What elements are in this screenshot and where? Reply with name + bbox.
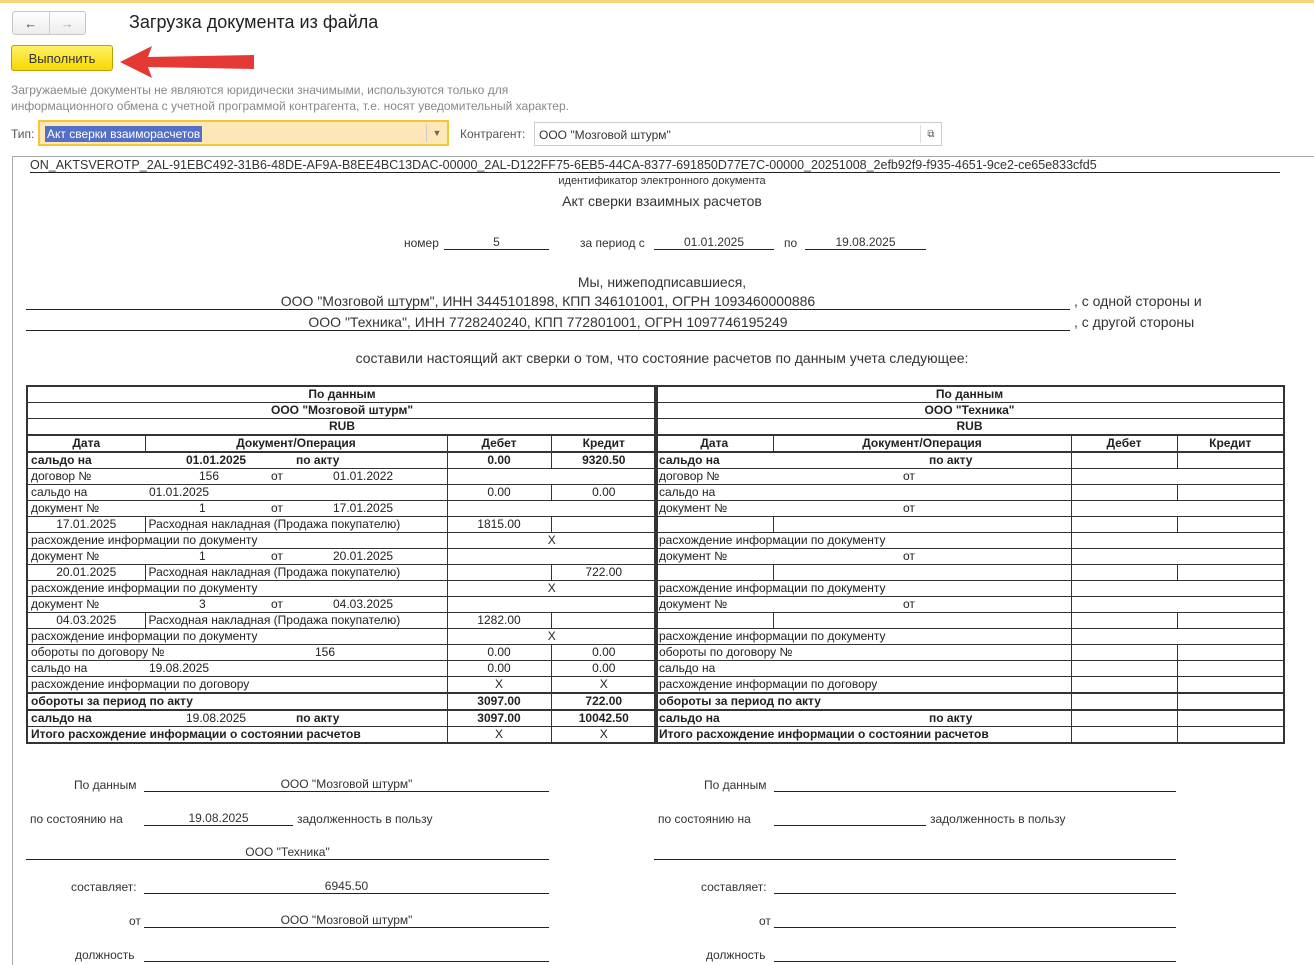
row-from: от: [903, 501, 915, 515]
statement-text: составили настоящий акт сверки о том, что состояние расчетов по данным учета следующее:: [355, 350, 969, 366]
row-credit: 0.00: [551, 485, 657, 501]
table-row: [655, 517, 1284, 533]
row-credit: [551, 517, 657, 533]
row-by-act: по акту: [929, 711, 973, 725]
left-col-date: Дата: [27, 435, 145, 452]
period-from-label: за период с: [580, 236, 645, 250]
table-row: [27, 501, 657, 517]
diff-label: расхождение информации по документу: [655, 581, 1071, 597]
table-row: [655, 549, 1284, 565]
table-row: [655, 469, 1284, 485]
footer-left-as-of-label: по состоянию на: [30, 812, 123, 826]
party1-line: ООО "Мозговой штурм", ИНН 3445101898, КПП 346101001, ОГРН 1093460000886: [26, 293, 1070, 310]
period-to-value: 19.08.2025: [805, 235, 926, 250]
diff-label: расхождение информации по документу: [655, 629, 1071, 645]
op-date: 20.01.2025: [27, 565, 145, 581]
footer-left-from-value: ООО "Мозговой штурм": [144, 913, 549, 928]
row-label: документ №: [31, 597, 100, 611]
left-currency: RUB: [27, 419, 657, 436]
counterparty-value: ООО "Мозговой штурм": [539, 128, 671, 142]
window-title: Загрузка документа из файла: [129, 12, 379, 32]
window-top-border: [0, 0, 1314, 3]
row-label: сальдо на: [659, 711, 720, 725]
row-credit: 10042.50: [551, 710, 657, 727]
row-debit: 3097.00: [447, 710, 551, 727]
row-debit: 3097.00: [447, 693, 551, 710]
document-id: ON_AKTSVEROTP_2AL-91EBC492-31B6-48DE-AF9A-B8EE4BC13DAC-00000_2AL-D122FF75-6EB5-44CA-8377-691850D77E7C-00000_20251008_2efb92f9-f935-4651-9ce2-ce65e833cfd5: [30, 158, 1280, 173]
row-debit: 1815.00: [447, 517, 551, 533]
row-debit: 0.00: [447, 661, 551, 677]
table-row: [655, 661, 1284, 677]
table-row: [27, 661, 657, 677]
table-row: [27, 452, 657, 469]
op-date: 04.03.2025: [27, 613, 145, 629]
left-col-credit: Кредит: [551, 435, 657, 452]
row-label: договор №: [659, 469, 720, 483]
row-credit: 722.00: [551, 693, 657, 710]
row-by-act: по акту: [296, 453, 340, 467]
right-col-date: Дата: [655, 435, 773, 452]
table-row: [27, 581, 657, 597]
row-credit: X: [551, 727, 657, 744]
row-num: 156: [315, 645, 336, 659]
arrow-left-icon: ←: [24, 15, 38, 31]
navigation-buttons: [12, 11, 86, 35]
right-by-data: По данным: [655, 386, 1284, 403]
row-from: от: [903, 549, 915, 563]
table-row: [27, 727, 657, 744]
hint-line-2: информационного обмена с учетной программой контрагента, т.е. носят уведомительный характер.: [11, 99, 569, 113]
left-col-debit: Дебет: [447, 435, 551, 452]
party1-suffix: , с одной стороны и: [1074, 293, 1202, 309]
counterparty-field[interactable]: [534, 122, 942, 146]
footer-right-amount-label: составляет:: [701, 880, 767, 894]
table-row: [655, 485, 1284, 501]
period-to-label: по: [784, 236, 798, 250]
table-row: [655, 693, 1284, 710]
row-credit: [551, 613, 657, 629]
row-debit: 0.00: [447, 452, 551, 469]
row-credit: X: [551, 677, 657, 694]
footer-left-by-data-value: ООО "Мозговой штурм": [144, 777, 549, 792]
diff-mark: X: [447, 629, 657, 645]
table-row: [27, 533, 657, 549]
party2-line: ООО "Техника", ИНН 7728240240, КПП 772801001, ОГРН 1097746195249: [26, 314, 1070, 331]
row-date: 01.01.2022: [333, 469, 394, 483]
row-label: Итого расхождение информации о состоянии расчетов: [27, 727, 447, 744]
left-reconciliation-table: [26, 385, 658, 744]
row-from: от: [903, 597, 915, 611]
table-row: [27, 517, 657, 533]
op-date: 17.01.2025: [27, 517, 145, 533]
row-num: 1: [199, 549, 206, 563]
diff-label: расхождение информации по документу: [27, 533, 447, 549]
row-date: 01.01.2025: [186, 453, 247, 467]
row-date: 20.01.2025: [333, 549, 394, 563]
arrow-right-icon: →: [60, 15, 74, 31]
footer-left-amount-label: составляет:: [71, 880, 137, 894]
row-label: сальдо на: [655, 661, 1071, 677]
row-by-act: по акту: [929, 453, 973, 467]
row-date: 04.03.2025: [333, 597, 394, 611]
row-credit: 722.00: [551, 565, 657, 581]
row-label: расхождение информации по договору: [27, 677, 447, 694]
counterparty-label: Контрагент:: [460, 127, 526, 141]
row-label: документ №: [659, 501, 728, 515]
type-select-value: Акт сверки взаиморасчетов: [47, 127, 201, 141]
row-date: 19.08.2025: [186, 711, 247, 725]
row-from: от: [271, 469, 283, 483]
footer-right-debt-party: [654, 845, 1176, 860]
row-label: обороты за период по акту: [27, 693, 447, 710]
table-row: [27, 565, 657, 581]
table-row: [655, 565, 1284, 581]
type-select[interactable]: [38, 120, 449, 146]
row-label: сальдо на: [655, 485, 1071, 501]
table-row: [655, 629, 1284, 645]
row-debit: X: [447, 727, 551, 744]
run-button[interactable]: Выполнить: [11, 45, 113, 71]
row-label: документ №: [31, 501, 100, 515]
row-date: 17.01.2025: [333, 501, 394, 515]
left-org: ООО "Мозговой штурм": [27, 403, 657, 419]
op-name: Расходная накладная (Продажа покупателю): [145, 517, 447, 533]
row-credit: 9320.50: [551, 452, 657, 469]
row-label: договор №: [31, 469, 92, 483]
table-row: [27, 710, 657, 727]
number-label: номер: [404, 236, 439, 250]
footer-left-debt-label: задолженность в пользу: [297, 812, 433, 826]
open-form-icon[interactable]: ⧉: [920, 125, 941, 143]
row-label: обороты по договору №: [655, 645, 1071, 661]
party2-suffix: , с другой стороны: [1074, 314, 1195, 330]
table-row: [655, 597, 1284, 613]
table-row: [655, 677, 1284, 694]
row-debit: X: [447, 677, 551, 694]
left-col-doc: Документ/Операция: [145, 435, 447, 452]
document-heading: Акт сверки взаимных расчетов: [562, 193, 762, 209]
row-date: 01.01.2025: [149, 485, 210, 499]
footer-right-position-label: должность: [706, 948, 766, 962]
right-col-debit: Дебет: [1071, 435, 1177, 452]
footer-right-debt-label: задолженность в пользу: [930, 812, 1066, 826]
table-row: [27, 613, 657, 629]
footer-left-position-label: должность: [75, 948, 135, 962]
right-col-doc: Документ/Операция: [773, 435, 1071, 452]
row-credit: 0.00: [551, 645, 657, 661]
table-row: [655, 452, 1284, 469]
row-date: 19.08.2025: [149, 661, 210, 675]
row-debit: 0.00: [447, 485, 551, 501]
row-from: от: [271, 501, 283, 515]
footer-right-as-of-value: [774, 811, 926, 826]
op-name: Расходная накладная (Продажа покупателю): [145, 565, 447, 581]
table-row: [655, 645, 1284, 661]
we-signed-text: Мы, нижеподписавшиеся,: [577, 274, 747, 290]
diff-label: расхождение информации по документу: [655, 533, 1071, 549]
row-by-act: по акту: [296, 711, 340, 725]
row-label: обороты за период по акту: [655, 693, 1071, 710]
row-label: сальдо на: [31, 711, 92, 725]
red-arrow-annotation-icon: [118, 44, 258, 80]
right-org: ООО "Техника": [655, 403, 1284, 419]
table-row: [655, 581, 1284, 597]
row-num: 156: [199, 469, 220, 483]
footer-left-debt-party: ООО "Техника": [26, 845, 549, 860]
document-id-caption: идентификатор электронного документа: [558, 175, 766, 187]
row-label: Итого расхождение информации о состоянии расчетов: [655, 727, 1071, 744]
table-row: [27, 549, 657, 565]
table-row: [27, 677, 657, 694]
footer-right-position-value: [774, 947, 1176, 962]
table-row: [655, 533, 1284, 549]
diff-mark: X: [447, 533, 657, 549]
footer-right-by-data-value: [774, 777, 1176, 792]
row-label: расхождение информации по договору: [655, 677, 1071, 694]
table-row: [27, 485, 657, 501]
table-row: [27, 645, 657, 661]
op-name: Расходная накладная (Продажа покупателю): [145, 613, 447, 629]
table-row: [27, 469, 657, 485]
diff-label: расхождение информации по документу: [27, 629, 447, 645]
footer-left-by-data-label: По данным: [74, 778, 137, 792]
table-row: [27, 693, 657, 710]
footer-right-amount-value: [774, 879, 1176, 894]
right-col-credit: Кредит: [1177, 435, 1284, 452]
type-label: Тип:: [11, 127, 35, 141]
footer-right-from-value: [774, 913, 1176, 928]
number-value: 5: [444, 235, 549, 250]
row-debit: 0.00: [447, 645, 551, 661]
row-from: от: [271, 597, 283, 611]
chevron-down-icon[interactable]: ▼: [426, 124, 447, 142]
row-label: сальдо на: [31, 453, 92, 467]
row-from: от: [903, 469, 915, 483]
table-row: [655, 727, 1284, 744]
diff-mark: X: [447, 581, 657, 597]
footer-right-from-label: от: [759, 914, 771, 928]
row-debit: [447, 565, 551, 581]
forward-button[interactable]: [49, 12, 86, 34]
hint-text: [11, 82, 569, 114]
footer-left-from-label: от: [129, 914, 141, 928]
table-row: [655, 710, 1284, 727]
row-num: 3: [199, 597, 206, 611]
table-row: [27, 597, 657, 613]
table-row: [27, 629, 657, 645]
row-label: сальдо на: [31, 661, 88, 675]
row-debit: 1282.00: [447, 613, 551, 629]
footer-left-position-value: [144, 947, 549, 962]
row-label: документ №: [659, 597, 728, 611]
row-from: от: [271, 549, 283, 563]
row-label: документ №: [659, 549, 728, 563]
right-currency: RUB: [655, 419, 1284, 436]
row-label: документ №: [31, 549, 100, 563]
footer-right-by-data-label: По данным: [704, 778, 767, 792]
right-reconciliation-table: [654, 385, 1285, 744]
row-label: сальдо на: [659, 453, 720, 467]
row-label: сальдо на: [31, 485, 88, 499]
footer-left-amount-value: 6945.50: [144, 879, 549, 894]
row-credit: 0.00: [551, 661, 657, 677]
footer-right-as-of-label: по состоянию на: [658, 812, 751, 826]
row-num: 1: [199, 501, 206, 515]
table-row: [655, 501, 1284, 517]
footer-left-as-of-value: 19.08.2025: [144, 811, 293, 826]
diff-label: расхождение информации по документу: [27, 581, 447, 597]
back-button[interactable]: [13, 12, 49, 34]
table-row: [655, 613, 1284, 629]
hint-line-1: Загружаемые документы не являются юридически значимыми, используются только для: [11, 83, 509, 97]
period-from-value: 01.01.2025: [654, 235, 774, 250]
row-label: обороты по договору №: [31, 645, 165, 659]
left-by-data: По данным: [27, 386, 657, 403]
